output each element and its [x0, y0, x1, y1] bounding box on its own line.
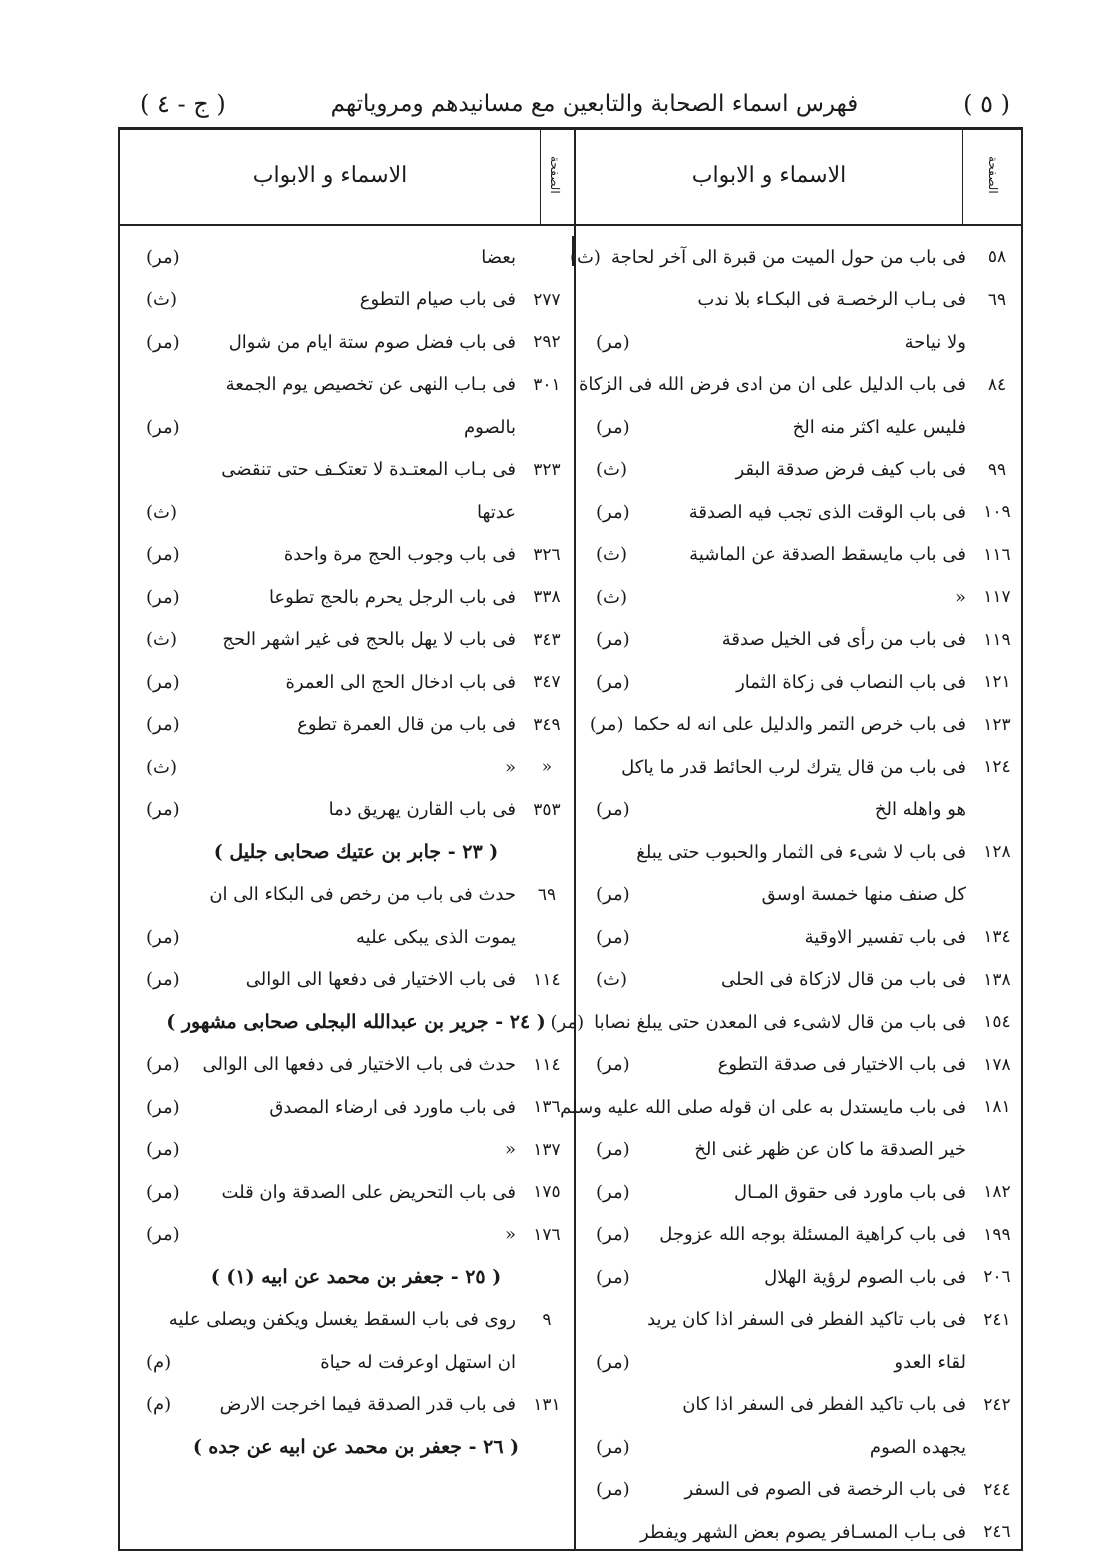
index-entry: [140, 491, 572, 534]
index-entry: [590, 406, 1022, 449]
entry-text: فی باب ماورد فی حقوق المـال: [733, 1181, 966, 1203]
entry-code: (مر): [550, 1011, 585, 1033]
entry-page-number: ١٢١: [983, 672, 1011, 693]
entry-page-number: ٣٤٧: [533, 672, 561, 693]
entry-code: (مر): [596, 1266, 630, 1288]
entry-code: (ث): [146, 629, 177, 651]
index-entry: [590, 1341, 1022, 1384]
entry-text: عدتها: [477, 501, 516, 523]
column-divider: [574, 127, 576, 1551]
entry-text: فی باب من قال العمرة تطوع: [297, 714, 516, 736]
entry-code: (مر): [146, 1224, 180, 1246]
entry-text: فی باب تاكید الفطر فی السفر اذا كان یرید: [647, 1309, 966, 1331]
index-entry: [590, 916, 1022, 959]
index-entry: [140, 704, 572, 747]
entry-code: (ث): [569, 246, 601, 268]
entry-text: فی باب من قال لازكاة فی الحلی: [720, 969, 966, 991]
index-entry: [140, 364, 572, 407]
page-number: ( ٥ ): [963, 90, 1010, 118]
entry-text: «: [504, 756, 516, 778]
index-entry: [140, 1384, 572, 1427]
index-entry: [569, 236, 1022, 279]
entry-page-number: ٩٩: [987, 459, 1007, 480]
index-entry: [590, 661, 1022, 704]
entry-page-number: ١٣٤: [983, 927, 1011, 948]
entry-page-number: ٩: [542, 1309, 552, 1330]
entry-text: فی باب القارن یهریق دما: [328, 799, 516, 821]
entry-code: (ث): [596, 544, 627, 566]
entry-page-number: ٣٢٣: [533, 459, 561, 480]
entry-text: فی باب لا شیء فی الثمار والحبوب حتی یبلغ: [636, 841, 966, 863]
entry-text: حدث فی باب من رخص فی البكاء الی ان: [209, 884, 516, 906]
index-entry: [590, 534, 1022, 577]
index-entry: [590, 704, 1022, 747]
entry-code: (مر): [146, 586, 180, 608]
entry-text: فلیس علیه اكثر منه الخ: [792, 416, 966, 438]
section-heading: [140, 831, 572, 874]
entry-page-number: ٣٢٦: [533, 544, 561, 565]
entry-text: فی باب الوقت الذی تجب فیه الصدقة: [688, 501, 966, 523]
index-entry: [140, 959, 572, 1002]
entry-code: (مر): [596, 1224, 630, 1246]
entry-page-number: ١٩٩: [983, 1224, 1011, 1245]
index-entry: [560, 1086, 1022, 1129]
entry-page-number: ٢٤٤: [983, 1479, 1011, 1500]
entry-code: (مر): [146, 1139, 180, 1161]
entry-text: فی باب الاختیار فی دفعها الی الوالی: [245, 969, 516, 991]
entry-text: یموت الذی یبكی علیه: [355, 926, 516, 948]
section-heading-text: ( ٢٣ - جابر بن عتیك صحابی جلیل ): [213, 841, 499, 864]
header-rule: [118, 224, 1023, 226]
entry-text: بعضا: [481, 246, 516, 268]
right-number-divider: [962, 127, 963, 224]
entry-code: (م): [146, 1351, 172, 1373]
entry-code: (ث): [146, 501, 177, 523]
entry-page-number: ٦٩: [987, 289, 1007, 310]
index-entry: [140, 321, 572, 364]
entry-text: فی باب التحریض علی الصدقة وان قلت: [221, 1181, 516, 1203]
index-entry: [590, 449, 1022, 492]
index-entry: [140, 576, 572, 619]
entry-code: (مر): [146, 416, 180, 438]
entry-text: خیر الصدقة ما كان عن ظهر غنی الخ: [694, 1139, 966, 1161]
index-entry: [140, 236, 572, 279]
entry-text: فی باب تفسیر الاوقیة: [804, 926, 966, 948]
index-entry: [140, 619, 572, 662]
entry-code: (مر): [596, 1054, 630, 1076]
entry-text: فی باب الدلیل علی ان من ادی فرض الله فی الزكاة: [578, 374, 966, 396]
index-entry: [140, 661, 572, 704]
entry-text: فی باب ماورد فی ارضاء المصدق: [269, 1096, 516, 1118]
index-entry: [590, 1044, 1022, 1087]
entry-code: (مر): [596, 416, 630, 438]
entry-text: «: [504, 1224, 516, 1246]
entry-page-number: ١١٧: [983, 587, 1011, 608]
index-entry: [590, 789, 1022, 832]
entry-code: (مر): [589, 714, 624, 736]
entry-code: (مر): [596, 629, 630, 651]
entry-text: فی باب كراهیة المسئلة بوجه الله عزوجل: [659, 1224, 966, 1246]
entry-code: (مر): [596, 1181, 630, 1203]
index-entry: [590, 874, 1022, 917]
entry-code: (مر): [146, 1181, 180, 1203]
entry-text: فی بـاب المسـافر یصوم بعض الشهر ویفطر: [640, 1521, 966, 1543]
index-entry: [140, 874, 572, 917]
right-number-heading: الصفحة: [986, 156, 1000, 194]
index-entry: [590, 491, 1022, 534]
entry-page-number: ١٢٨: [983, 842, 1011, 863]
volume-label: ( ج - ٤ ): [140, 90, 226, 118]
index-entry: [550, 1001, 1022, 1044]
entry-code: (مر): [596, 501, 630, 523]
entry-text: فی باب مایسقط الصدقة عن الماشیة: [689, 544, 966, 566]
index-entry: [590, 1129, 1022, 1172]
entry-code: (مر): [596, 671, 630, 693]
entry-page-number: ٢٤٢: [983, 1394, 1011, 1415]
entry-page-number: ٢٤٦: [983, 1522, 1011, 1543]
entry-page-number: ١١٦: [983, 544, 1011, 565]
entry-text: فی باب قدر الصدقة فیما اخرجت الارض: [219, 1394, 516, 1416]
left-number-heading: الصفحة: [548, 156, 562, 194]
entry-code: (ث): [596, 459, 627, 481]
entry-page-number: ٣٠١: [533, 374, 561, 395]
entry-code: (ث): [596, 586, 627, 608]
entry-page-number: ١١٩: [983, 629, 1011, 650]
entry-code: (مر): [596, 1479, 630, 1501]
entry-code: (مر): [146, 926, 180, 948]
entry-text: روی فی باب السقط یغسل ویكفن ویصلی علیه: [168, 1309, 516, 1331]
entry-text: لقاء العدو: [894, 1351, 966, 1373]
entry-page-number: ١٧٥: [533, 1182, 561, 1203]
entry-page-number: ١١٤: [533, 969, 561, 990]
entry-text: فی باب من حول المیت من قبرة الی آخر لحاجة: [610, 246, 966, 268]
entry-page-number: ٢٩٢: [533, 332, 561, 353]
page-header: [140, 82, 1010, 126]
index-entry: [578, 364, 1022, 407]
index-entry: [590, 1384, 1022, 1427]
entry-code: (مر): [146, 671, 180, 693]
entry-page-number: ١٣٧: [533, 1139, 561, 1160]
entry-text: فی باب فضل صوم ستة ایام من شوال: [228, 331, 516, 353]
index-entry: [590, 279, 1022, 322]
index-entry: [140, 449, 572, 492]
index-entry: [140, 1299, 572, 1342]
index-entry: [590, 1171, 1022, 1214]
entry-text: یجهده الصوم: [869, 1436, 966, 1458]
entry-code: (ث): [146, 289, 177, 311]
section-heading: [140, 1426, 572, 1469]
index-entry: [140, 279, 572, 322]
index-entry: [140, 1129, 572, 1172]
entry-code: (مر): [596, 884, 630, 906]
entry-page-number: ٦٩: [537, 884, 557, 905]
index-entry: [590, 1426, 1022, 1469]
entry-code: (مر): [596, 926, 630, 948]
left-column-heading: الاسماء و الابواب: [252, 162, 408, 188]
index-entry: [140, 789, 572, 832]
entry-code: (مر): [596, 1436, 630, 1458]
entry-text: فی باب تاكید الفطر فی السفر اذا كان: [682, 1394, 966, 1416]
section-heading-text: ( ٢٦ - جعفر بن محمد عن ابیه عن جده ): [192, 1436, 520, 1459]
entry-page-number: ١٨٢: [983, 1182, 1011, 1203]
index-entry: [590, 1299, 1022, 1342]
index-entry: [590, 1469, 1022, 1512]
entry-text: فی باب وجوب الحج مرة واحدة: [283, 544, 516, 566]
entry-text: فی باب النصاب فی زكاة الثمار: [736, 671, 966, 693]
index-entry: [140, 1214, 572, 1257]
entry-page-number: ١٧٦: [533, 1224, 561, 1245]
entry-code: (مر): [596, 799, 630, 821]
left-entries-list: [140, 236, 572, 1469]
entry-text: فی باب من قال لاشیء فی المعدن حتی یبلغ نصابا: [594, 1011, 966, 1033]
entry-page-number: ١٠٩: [983, 502, 1011, 523]
entry-page-number: ٣٤٣: [533, 629, 561, 650]
entry-text: «: [504, 1139, 516, 1161]
section-heading-text: ( ٢٤ - جریر بن عبدالله البجلی صحابی مشهور ): [166, 1011, 546, 1034]
entry-text: حدث فی باب الاختیار فی دفعها الی الوالی: [202, 1054, 516, 1076]
entry-text: فی باب الاختیار فی صدقة التطوع: [717, 1054, 966, 1076]
index-entry: [140, 1171, 572, 1214]
entry-text: ان استهل اوعرفت له حیاة: [320, 1351, 516, 1373]
index-entry: [140, 1341, 572, 1384]
entry-text: ولا نیاحة: [904, 331, 966, 353]
entry-page-number: ١٥٤: [983, 1012, 1011, 1033]
entry-text: فی بـاب الرخصـة فی البكـاء بلا ندب: [697, 289, 966, 311]
entry-code: (مر): [596, 1139, 630, 1161]
entry-page-number: ١٢٣: [983, 714, 1011, 735]
entry-code: (مر): [596, 1351, 630, 1373]
index-entry: [140, 746, 572, 789]
index-entry: [590, 831, 1022, 874]
index-entry: [590, 1511, 1022, 1554]
index-entry: [590, 1214, 1022, 1257]
entry-text: فی باب من قال یترك لرب الحائط قدر ما یاكل: [621, 756, 966, 778]
index-entry: [590, 576, 1022, 619]
index-entry: [590, 959, 1022, 1002]
entry-code: (مر): [146, 714, 180, 736]
entry-code: (مر): [146, 1096, 180, 1118]
entry-page-number: ٢٤١: [983, 1309, 1011, 1330]
entry-page-number: ٣٥٣: [533, 799, 561, 820]
entry-code: (ث): [596, 969, 627, 991]
section-heading-text: ( ٢٥ - جعفر بن محمد عن ابیه (١) ): [210, 1266, 502, 1289]
entry-code: (مر): [146, 1054, 180, 1076]
right-column-heading: الاسماء و الابواب: [691, 162, 847, 188]
entry-code: (مر): [146, 799, 180, 821]
entry-text: هو واهله الخ: [874, 799, 966, 821]
entry-page-number: ١٢٤: [983, 757, 1011, 778]
index-entry: [590, 619, 1022, 662]
entry-page-number: «: [541, 757, 553, 778]
entry-text: بالصوم: [463, 416, 516, 438]
entry-page-number: ١٣٦: [533, 1097, 561, 1118]
entry-code: (مر): [596, 331, 630, 353]
entry-code: (مر): [146, 331, 180, 353]
entry-text: فی باب صیام التطوع: [359, 289, 516, 311]
entry-text: «: [954, 586, 966, 608]
entry-text: فی باب كیف فرض صدقة البقر: [735, 459, 966, 481]
index-entry: [140, 534, 572, 577]
entry-text: فی بـاب النهی عن تخصیص یوم الجمعة: [225, 374, 516, 396]
entry-page-number: ١٨١: [983, 1097, 1011, 1118]
entry-page-number: ٥٨: [987, 247, 1007, 268]
section-heading: [140, 1001, 572, 1044]
right-entries-list: [550, 236, 1022, 1554]
entry-text: فی باب الرجل یحرم بالحج تطوعا: [268, 586, 516, 608]
entry-text: فی بـاب المعتـدة لا تعتكـف حتی تنقضی: [221, 459, 516, 481]
entry-page-number: ١٧٨: [983, 1054, 1011, 1075]
entry-text: فی باب ادخال الحج الی العمرة: [285, 671, 516, 693]
index-entry: [140, 1086, 572, 1129]
entry-page-number: ٢٠٦: [983, 1267, 1011, 1288]
entry-text: فی باب الرخصة فی الصوم فی السفر: [684, 1479, 966, 1501]
index-entry: [590, 746, 1022, 789]
section-heading: [140, 1256, 572, 1299]
entry-code: (مر): [146, 544, 180, 566]
entry-page-number: ٢٧٧: [533, 289, 561, 310]
entry-text: فی باب مایستدل به علی ان قوله صلی الله علیه وسلم: [560, 1096, 966, 1118]
index-entry: [590, 1256, 1022, 1299]
entry-page-number: ١١٤: [533, 1054, 561, 1075]
entry-page-number: ١٣١: [533, 1394, 561, 1415]
entry-text: فی باب خرص التمر والدلیل علی انه له حكما: [633, 714, 966, 736]
entry-text: فی باب من رأی فی الخیل صدقة: [721, 629, 966, 651]
index-entry: [140, 1044, 572, 1087]
entry-code: (مر): [146, 969, 180, 991]
index-entry: [140, 406, 572, 449]
entry-text: كل صنف منها خمسة اوسق: [761, 884, 966, 906]
page-title: فهرس اسماء الصحابة والتابعين مع مسانيدهم ومرویاتهم: [330, 91, 859, 117]
entry-code: (م): [146, 1394, 172, 1416]
entry-text: فی باب الصوم لرؤیة الهلال: [764, 1266, 966, 1288]
entry-page-number: ٨٤: [987, 374, 1007, 395]
entry-page-number: ١٣٨: [983, 969, 1011, 990]
entry-page-number: ٣٤٩: [533, 714, 561, 735]
entry-code: (ث): [146, 756, 177, 778]
entry-page-number: ٣٣٨: [533, 587, 561, 608]
index-entry: [590, 321, 1022, 364]
entry-code: (مر): [146, 246, 180, 268]
entry-text: فی باب لا یهل بالحج فی غیر اشهر الحج: [222, 629, 516, 651]
index-entry: [140, 916, 572, 959]
